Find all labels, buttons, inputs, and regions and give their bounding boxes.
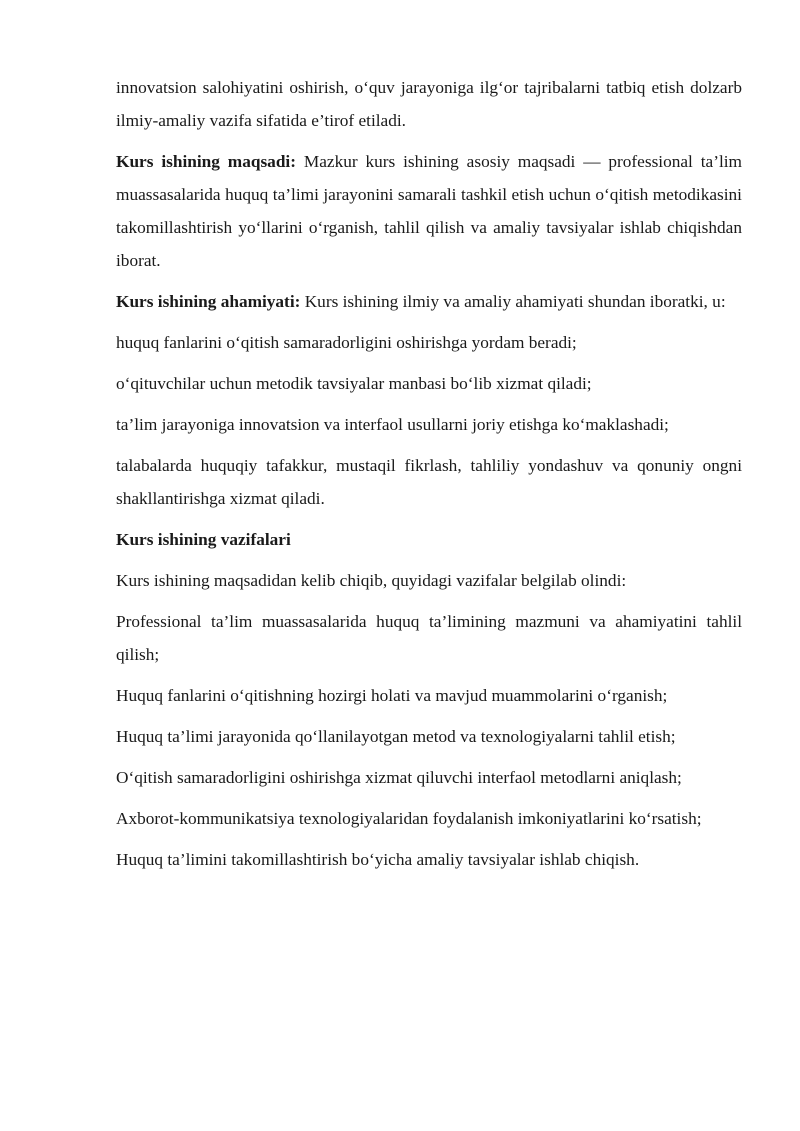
goal-text: Mazkur kurs ishining asosiy maqsadi — professional ta’lim muassasalarida huquq ta’limi jarayonini samarali tashkil etish uchun o‘qitish metodikasini takomillashtirish yo‘llarini o‘rganish, tahlil qilish va amaliy tavsiyalar ishlab chiqishdan iborat.: [116, 152, 742, 270]
goal-heading: Kurs ishining maqsadi:: [116, 152, 296, 171]
tasks-intro: Kurs ishining maqsadidan kelib chiqib, quyidagi vazifalar belgilab olindi:: [116, 571, 627, 590]
significance-paragraph: [116, 285, 742, 318]
significance-item: huquq fanlarini o‘qitish samaradorligini oshirishga yordam beradi;: [116, 333, 577, 352]
task-item: Huquq fanlarini o‘qitishning hozirgi holati va mavjud muammolarini o‘rganish;: [116, 686, 668, 705]
document-page: [116, 71, 742, 884]
significance-heading: Kurs ishining ahamiyati:: [116, 292, 301, 311]
significance-item: talabalarda huquqiy tafakkur, mustaqil fikrlash, tahliliy yondashuv va qonuniy ongni shakllantirishga xizmat qiladi.: [116, 456, 742, 508]
task-item: Axborot-kommunikatsiya texnologiyalaridan foydalanish imkoniyatlarini ko‘rsatish;: [116, 809, 702, 828]
task-item: O‘qitish samaradorligini oshirishga xizmat qiluvchi interfaol metodlarni aniqlash;: [116, 768, 682, 787]
goal-paragraph: [116, 145, 742, 277]
significance-item: ta’lim jarayoniga innovatsion va interfaol usullarni joriy etishga ko‘maklashadi;: [116, 415, 669, 434]
significance-text: Kurs ishining ilmiy va amaliy ahamiyati shundan iboratki, u:: [300, 292, 726, 311]
task-item: Professional ta’lim muassasalarida huquq ta’limining mazmuni va ahamiyatini tahlil qilish;: [116, 612, 742, 664]
task-item: Huquq ta’limi jarayonida qo‘llanilayotgan metod va texnologiyalarni tahlil etish;: [116, 727, 676, 746]
intro-paragraph: innovatsion salohiyatini oshirish, o‘quv jarayoniga ilg‘or tajribalarni tatbiq etish dolzarb ilmiy-amaliy vazifa sifatida e’tirof etiladi.: [116, 78, 742, 130]
task-item: Huquq ta’limini takomillashtirish bo‘yicha amaliy tavsiyalar ishlab chiqish.: [116, 850, 640, 869]
tasks-heading: Kurs ishining vazifalari: [116, 530, 291, 549]
significance-item: o‘qituvchilar uchun metodik tavsiyalar manbasi bo‘lib xizmat qiladi;: [116, 374, 592, 393]
